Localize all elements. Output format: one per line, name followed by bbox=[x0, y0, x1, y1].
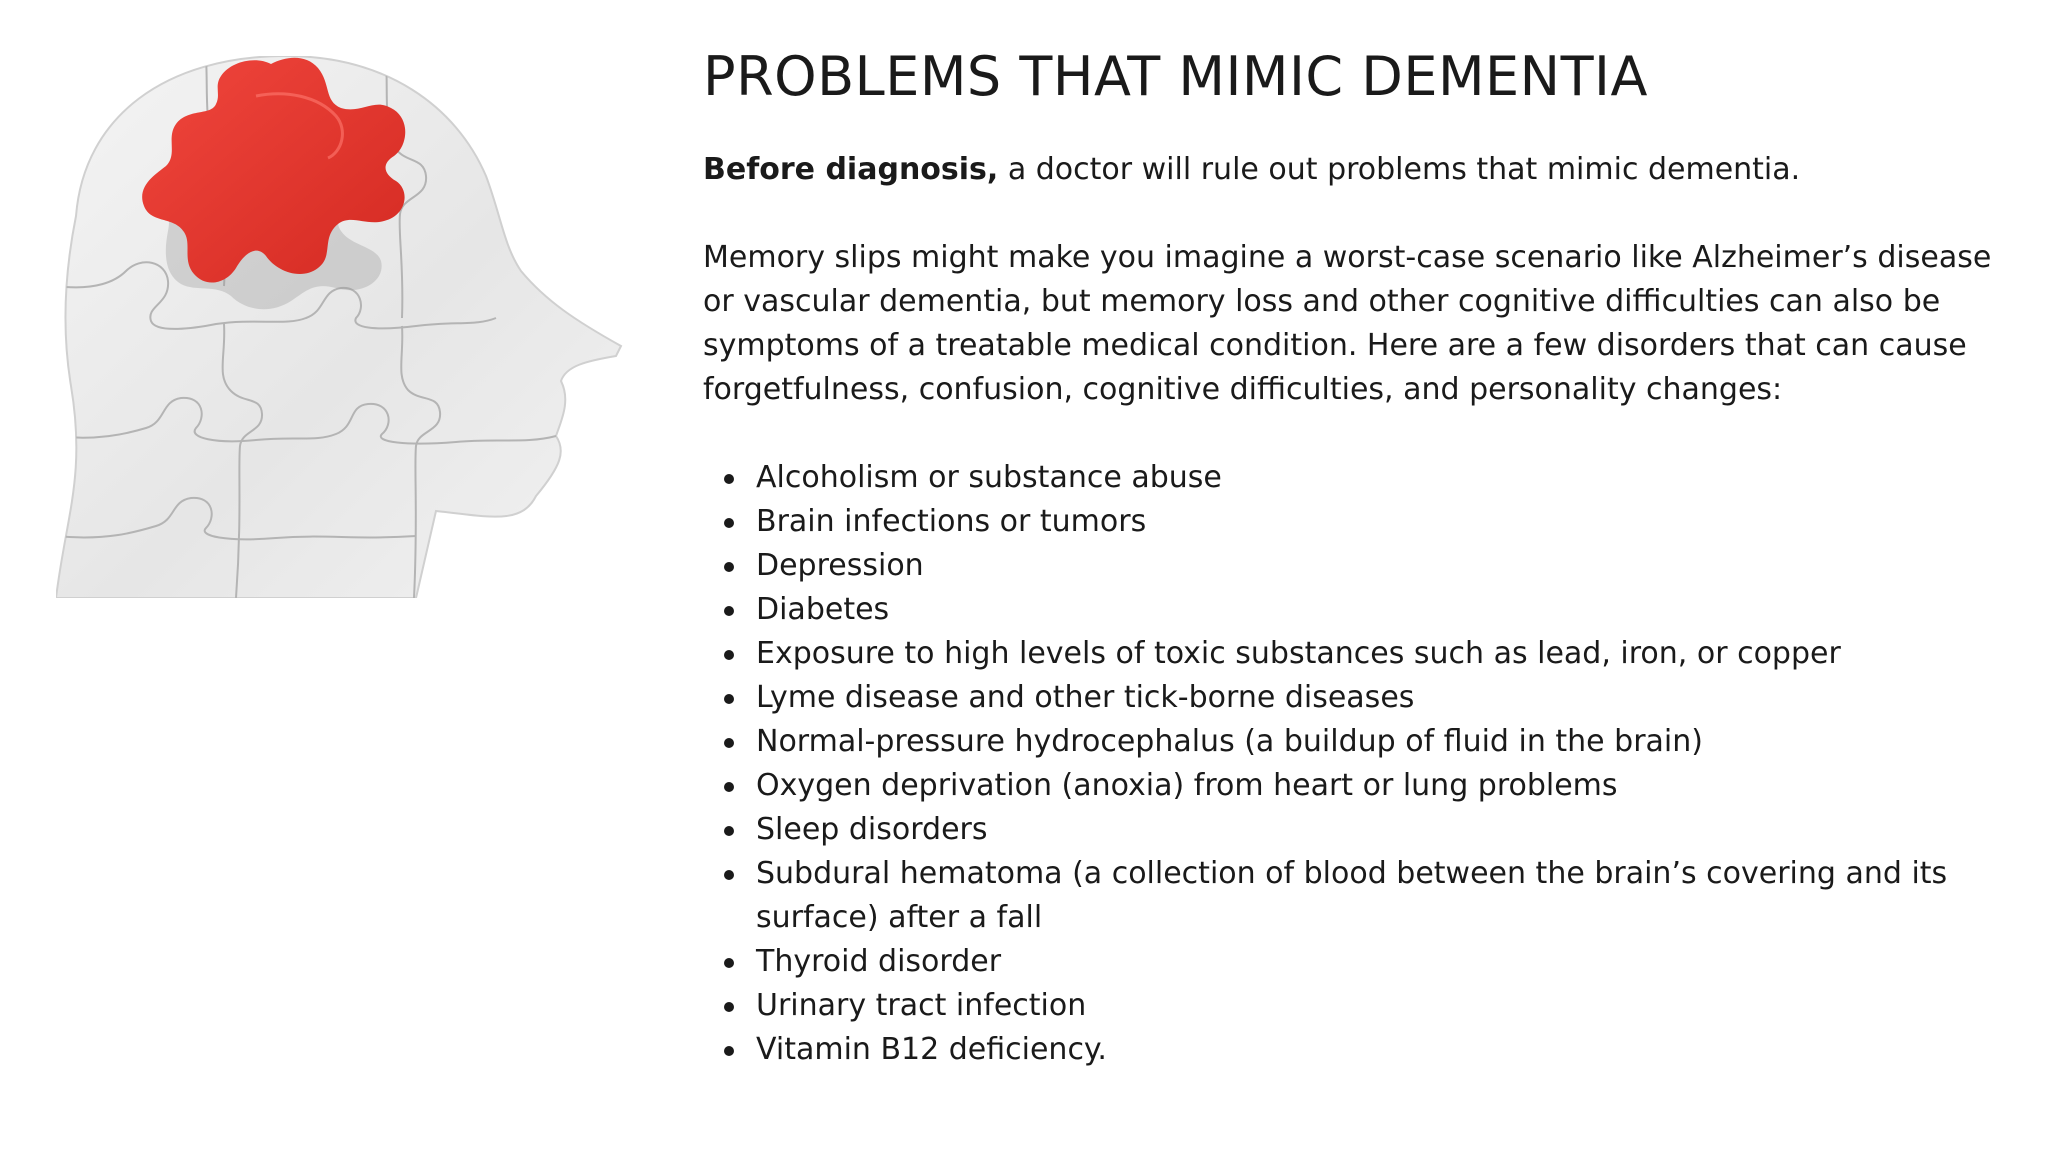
list-item bbox=[756, 632, 2003, 676]
body-paragraph: Memory slips might make you imagine a worst-case scenario like Alzheimer’s disease or vascular dementia, but memory loss and other cognitive difficulties can also be symptoms of a treatable medical condition. Here are a few disorders that can cause forgetfulness, confusion, cognitive difficulties, and personality changes: bbox=[703, 240, 1992, 407]
bullet-icon bbox=[724, 738, 734, 748]
list-item-text: Exposure to high levels of toxic substances such as lead, iron, or copper bbox=[756, 636, 1841, 671]
list-item bbox=[756, 852, 2003, 940]
list-item-text: Lyme disease and other tick-borne diseases bbox=[756, 680, 1415, 715]
bullet-icon bbox=[724, 782, 734, 792]
list-item-text: Subdural hematoma (a collection of blood between the brain’s covering and its surface) after a fall bbox=[756, 856, 1948, 935]
bullet-icon bbox=[724, 1046, 734, 1056]
list-item bbox=[756, 720, 2003, 764]
article-content bbox=[703, 44, 2003, 1072]
puzzle-head-icon bbox=[56, 56, 636, 598]
page-title: PROBLEMS THAT MIMIC DEMENTIA bbox=[703, 45, 1648, 108]
puzzle-head-illustration bbox=[56, 56, 636, 598]
bullet-icon bbox=[724, 474, 734, 484]
list-item bbox=[756, 588, 2003, 632]
list-item bbox=[756, 676, 2003, 720]
list-item-text: Sleep disorders bbox=[756, 812, 988, 847]
bullet-icon bbox=[724, 518, 734, 528]
list-item bbox=[756, 500, 2003, 544]
list-item-text: Depression bbox=[756, 548, 924, 583]
list-item-text: Vitamin B12 deficiency. bbox=[756, 1032, 1107, 1067]
intro-paragraph bbox=[703, 148, 2003, 192]
list-item-text: Diabetes bbox=[756, 592, 890, 627]
bullet-icon bbox=[724, 606, 734, 616]
list-item bbox=[756, 544, 2003, 588]
bullet-icon bbox=[724, 562, 734, 572]
list-item bbox=[756, 764, 2003, 808]
list-item bbox=[756, 1028, 2003, 1072]
intro-text: a doctor will rule out problems that mimic dementia. bbox=[998, 152, 1801, 187]
bullet-icon bbox=[724, 870, 734, 880]
bullet-icon bbox=[724, 694, 734, 704]
bullet-icon bbox=[724, 958, 734, 968]
bullet-icon bbox=[724, 826, 734, 836]
bullet-icon bbox=[724, 650, 734, 660]
conditions-list bbox=[703, 456, 2003, 1072]
list-item-text: Thyroid disorder bbox=[756, 944, 1002, 979]
intro-bold-lead: Before diagnosis, bbox=[703, 152, 999, 187]
list-item bbox=[756, 984, 2003, 1028]
list-item-text: Oxygen deprivation (anoxia) from heart or lung problems bbox=[756, 768, 1618, 803]
list-item bbox=[756, 456, 2003, 500]
list-item bbox=[756, 808, 2003, 852]
list-item-text: Normal-pressure hydrocephalus (a buildup of fluid in the brain) bbox=[756, 724, 1703, 759]
bullet-icon bbox=[724, 1002, 734, 1012]
list-item-text: Alcoholism or substance abuse bbox=[756, 460, 1222, 495]
list-item bbox=[756, 940, 2003, 984]
list-item-text: Urinary tract infection bbox=[756, 988, 1087, 1023]
list-item-text: Brain infections or tumors bbox=[756, 504, 1147, 539]
